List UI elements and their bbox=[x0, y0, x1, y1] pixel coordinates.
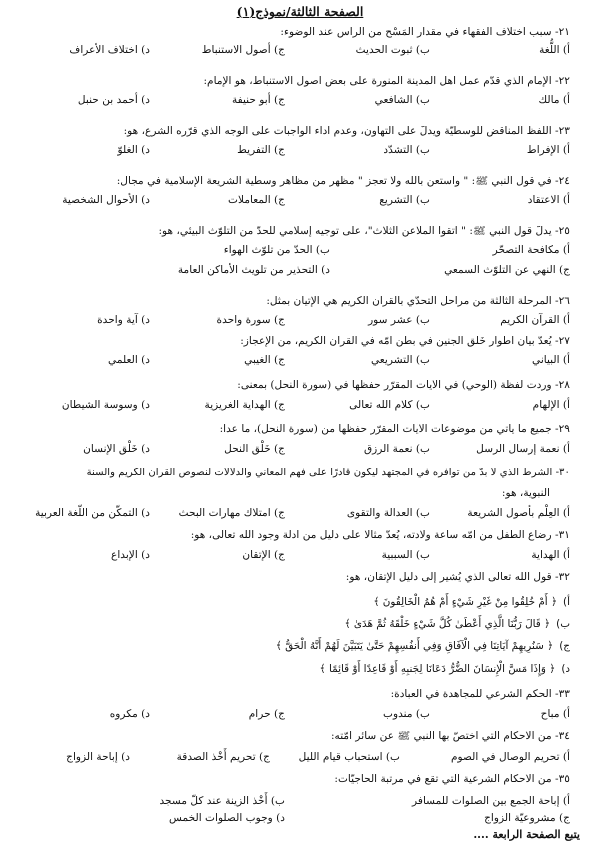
option-a[interactable]: أ) القرآن الكريم bbox=[500, 314, 570, 326]
question-35: ٣٥- من الأحكام الشرعية التي تقع في مرتبة الحاجيّات: bbox=[334, 774, 570, 785]
option-d[interactable]: د) الغلوّ bbox=[117, 144, 150, 156]
option-b[interactable]: ب) التشدّد bbox=[383, 144, 430, 156]
question-32-option-b[interactable] bbox=[20, 619, 570, 629]
option-b[interactable]: ب) التشريع bbox=[379, 194, 430, 206]
question-32: ٣٢- قول الله تعالى الذي يُشير إلى دليل الإتقان، هو: bbox=[345, 572, 570, 583]
question-30-options bbox=[12, 508, 570, 522]
option-b[interactable]: ب) التشريعي bbox=[370, 354, 430, 366]
question-28-options bbox=[12, 400, 570, 414]
question-34: ٣٤- من الأحكام التي اختصّ بها النبي ﷺ عن سائر أمّته: bbox=[330, 731, 570, 742]
question-29-options bbox=[12, 444, 570, 458]
option-d[interactable]: د) التمكّن من اللّغة العربية bbox=[35, 507, 150, 519]
option-c[interactable]: ج) الإتقان bbox=[242, 549, 285, 561]
question-35-options-row1 bbox=[12, 796, 570, 810]
option-d[interactable]: د) الإبداع bbox=[111, 549, 150, 561]
option-a[interactable]: أ) الإفراط bbox=[526, 144, 570, 156]
option-label: ج) bbox=[559, 640, 570, 652]
option-b[interactable]: ب) العدالة والتقوى bbox=[346, 507, 430, 519]
question-26-options bbox=[12, 315, 570, 329]
option-d[interactable]: د) اختلاف الأعراف bbox=[69, 44, 150, 56]
option-d[interactable]: د) مكروه bbox=[109, 708, 150, 720]
question-33-options bbox=[12, 709, 570, 723]
question-30-cont: النبوية، هو: bbox=[501, 488, 550, 499]
option-b[interactable]: ب) أَخْذ الزينة عند كلّ مسجد bbox=[159, 795, 285, 807]
option-c[interactable]: ج) المعاملات bbox=[228, 194, 285, 206]
question-22: ٢٢- الإمام الذي قدّم عمل أهل المدينة المنورة على بعض أصول الاستنباط، هو الإمام: bbox=[203, 76, 570, 87]
question-25: ٢٥- يدلّ قول النبي ﷺ: " اتقوا الملاعن الثلاث"، على توجيه إسلامي للحدّ من التلوّث البيئي، هو: bbox=[158, 226, 570, 237]
question-31: ٣١- رضاع الطفل من أمّه ساعة ولادته، يُعدّ مثالًا على دليل من أدلة وجود الله تعالى، هو: bbox=[190, 530, 570, 541]
option-c[interactable]: ج) أبو حنيفة bbox=[231, 94, 285, 106]
option-d[interactable]: د) خَلْق الإنسان bbox=[83, 443, 150, 455]
question-24: ٢٤- في قول النبي ﷺ: " واستعن بالله ولا تعجز " مظهر من مظاهر وسطية الشريعة الإسلامية في مجال: bbox=[116, 176, 570, 187]
option-b[interactable]: ب) نعمة الرزق bbox=[363, 443, 430, 455]
option-d[interactable]: د) وجوب الصلوات الخمس bbox=[169, 812, 285, 824]
option-d[interactable]: د) العلمي bbox=[108, 354, 150, 366]
question-29: ٢٩- جميع ما يأتي من موضوعات الآيات المقرّر حفظها من (سورة النحل)، ما عدا: bbox=[219, 424, 570, 435]
option-b[interactable]: ب) كلام الله تعالى bbox=[349, 399, 430, 411]
option-a[interactable]: أ) مكافحة التصحّر bbox=[492, 244, 570, 256]
question-26: ٢٦- المرحلة الثالثة من مراحل التحدّي بالقرآن الكريم هي الإتيان بمثل: bbox=[266, 296, 570, 307]
option-b[interactable]: ب) مندوب bbox=[383, 708, 430, 720]
question-24-options bbox=[12, 195, 570, 209]
question-33: ٣٣- الحكم الشرعي للمجاهدة في العبادة: bbox=[390, 689, 570, 700]
verse-d: ﴿ وَإِذَا مَسَّ الْإِنسَانَ الضُّرُّ دَعَانَا لِجَنبِهِ أَوْ قَاعِدًا أَوْ قَائِمًا ﴾ bbox=[319, 663, 556, 675]
option-c[interactable]: ج) حرام bbox=[248, 708, 285, 720]
question-21: ٢١- سبب اختلاف الفقهاء في مقدار المَسْح من الرأس عند الوضوء: bbox=[280, 27, 570, 38]
question-22-options bbox=[12, 95, 570, 109]
option-b[interactable]: ب) استحباب قيام الليل bbox=[298, 751, 400, 763]
option-b[interactable]: ب) عشر سور bbox=[368, 314, 430, 326]
option-c[interactable]: ج) الهداية الغريزية bbox=[204, 399, 285, 411]
option-label: أ) bbox=[563, 596, 570, 608]
verse-a: ﴿ أَمْ خُلِقُوا مِنْ غَيْرِ شَيْءٍ أَمْ هُمُ الْخَالِقُونَ ﴾ bbox=[373, 596, 558, 608]
question-32-option-a[interactable] bbox=[20, 597, 570, 607]
option-c[interactable]: ج) تحريم أَخْذ الصدقة bbox=[176, 751, 270, 763]
question-30: ٣٠- الشرط الذي لا بدّ من توافره في المجتهد ليكون قادرًا على فهم المعاني والدلالات لنصوص القرآن الكريم والسنة bbox=[86, 468, 570, 478]
question-27-options bbox=[12, 355, 570, 369]
option-a[interactable]: أ) إباحة الجمع بين الصلوات للمسافر bbox=[412, 795, 570, 807]
question-25-options-row1 bbox=[12, 245, 570, 259]
option-a[interactable]: أ) الإلهام bbox=[532, 399, 570, 411]
option-c[interactable]: ج) مشروعيّة الزواج bbox=[484, 812, 570, 824]
question-28: ٢٨- وردت لفظة (الوحي) في الآيات المقرّر حفظها في (سورة النحل) بمعنى: bbox=[237, 380, 570, 391]
question-23: ٢٣- اللفظ المناقض للوسطيّة ويدلّ على التهاون، وعدم أداء الواجبات على الوجه الذي قرّره الشرع، هو: bbox=[123, 126, 570, 137]
option-d[interactable]: د) أحمد بن حنبل bbox=[77, 94, 150, 106]
option-c[interactable]: ج) التفريط bbox=[237, 144, 285, 156]
question-23-options bbox=[12, 145, 570, 159]
question-27: ٢٧- يُعدّ بيان أطوار خَلق الجنين في بطن أمّه في القرآن الكريم، من الإعجاز: bbox=[240, 336, 570, 347]
option-a[interactable]: أ) مالك bbox=[538, 94, 570, 106]
option-label: ب) bbox=[556, 618, 570, 630]
option-a[interactable]: أ) اللُّغة bbox=[539, 44, 570, 56]
question-32-option-d[interactable] bbox=[20, 664, 570, 674]
option-d[interactable]: د) التحذير من تلويث الأماكن العامة bbox=[177, 264, 330, 276]
option-a[interactable]: أ) الهداية bbox=[531, 549, 570, 561]
option-b[interactable]: ب) السببية bbox=[381, 549, 430, 561]
option-a[interactable]: أ) البياني bbox=[531, 354, 570, 366]
option-b[interactable]: ب) الشافعي bbox=[374, 94, 430, 106]
verse-c: ﴿ سَنُرِيهِمْ آيَاتِنَا فِي الْآفَاقِ وَفِي أَنفُسِهِمْ حَتَّىٰ يَتَبَيَّنَ لَهُمْ أَنَّهُ الْحَقُّ ﴾ bbox=[275, 640, 554, 652]
option-b[interactable]: ب) الحدّ من تلوّث الهواء bbox=[223, 244, 330, 256]
option-c[interactable]: ج) أصول الاستنباط bbox=[201, 44, 285, 56]
question-32-option-c[interactable] bbox=[20, 641, 570, 651]
option-a[interactable]: أ) العِلْم بأصول الشريعة bbox=[467, 507, 570, 519]
option-c[interactable]: ج) الغيبي bbox=[244, 354, 285, 366]
question-31-options bbox=[12, 550, 570, 564]
option-c[interactable]: ج) خَلْق النحل bbox=[224, 443, 285, 455]
option-label: د) bbox=[561, 663, 570, 675]
option-d[interactable]: د) إباحة الزواج bbox=[66, 751, 130, 763]
option-c[interactable]: ج) امتلاك مهارات البحث bbox=[178, 507, 285, 519]
option-a[interactable]: أ) تحريم الوصال في الصوم bbox=[450, 751, 570, 763]
option-b[interactable]: ب) ثبوت الحديث bbox=[355, 44, 430, 56]
option-a[interactable]: أ) مباح bbox=[540, 708, 570, 720]
question-35-options-row2 bbox=[12, 813, 570, 827]
option-c[interactable]: ج) النهي عن التلوّث السمعي bbox=[444, 264, 570, 276]
page-title: الصفحة الثالثة/نموذج(١) bbox=[236, 4, 364, 19]
option-d[interactable]: د) وسوسة الشيطان bbox=[61, 399, 150, 411]
continue-note: يتبع الصفحة الرابعة .... bbox=[473, 828, 580, 841]
option-d[interactable]: د) آية واحدة bbox=[97, 314, 150, 326]
question-21-options bbox=[12, 45, 570, 59]
option-d[interactable]: د) الأحوال الشخصية bbox=[62, 194, 150, 206]
question-25-options-row2 bbox=[12, 265, 570, 279]
option-a[interactable]: أ) الاعتقاد bbox=[527, 194, 570, 206]
option-c[interactable]: ج) سورة واحدة bbox=[216, 314, 285, 326]
option-a[interactable]: أ) نعمة إرسال الرسل bbox=[476, 443, 570, 455]
question-34-options bbox=[12, 752, 570, 766]
verse-b: ﴿ قَالَ رَبُّنَا الَّذِي أَعْطَىٰ كُلَّ شَيْءٍ خَلْقَهُ ثُمَّ هَدَىٰ ﴾ bbox=[344, 618, 551, 630]
